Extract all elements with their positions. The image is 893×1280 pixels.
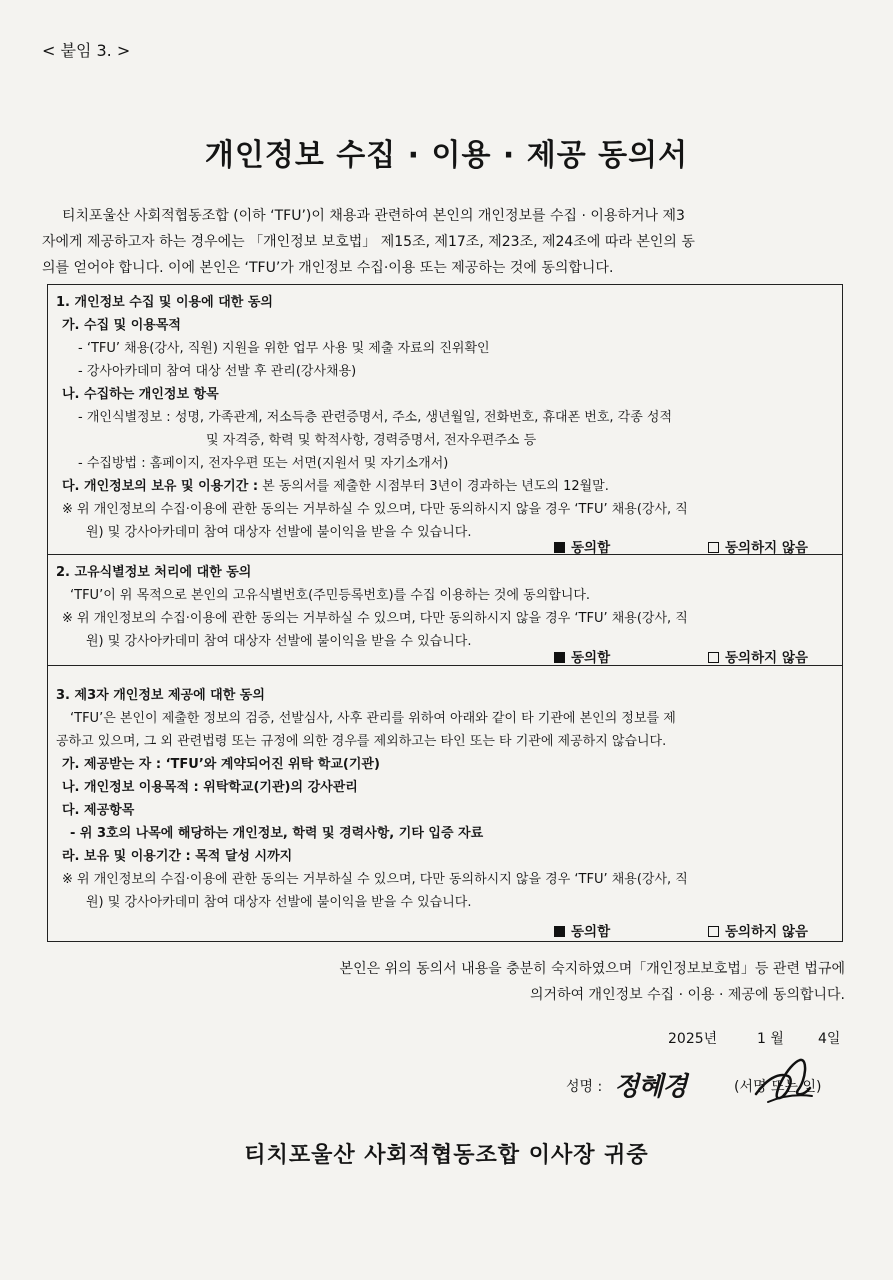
unchecked-box-icon [708, 542, 719, 553]
section2-note-cont: 원) 및 강사아카데미 참여 대상자 선발에 불이익을 받을 수 있습니다. [86, 634, 472, 649]
section1-a-item: - ‘TFU’ 채용(강사, 직원) 지원을 위한 업무 사용 및 제출 자료의 진위확인 [78, 341, 490, 356]
section3-c: 다. 제공항목 [62, 803, 135, 818]
agree-label: 동의함 [571, 924, 611, 940]
checked-box-icon [554, 652, 565, 663]
document-title: 개인정보 수집 · 이용 · 제공 동의서 [204, 138, 689, 173]
section3-b: 나. 개인정보 이용목적 : 위탁학교(기관)의 강사관리 [62, 780, 358, 795]
section3-disagree-checkbox[interactable] [708, 920, 808, 940]
unchecked-box-icon [708, 652, 719, 663]
section2-agree-checkbox[interactable] [554, 646, 610, 666]
closing-addressee: 티치포울산 사회적협동조합 이사장 귀중 [244, 1143, 649, 1168]
section1-box [47, 284, 843, 555]
disagree-label: 동의하지 않음 [725, 650, 808, 666]
section2-disagree-checkbox[interactable] [708, 646, 808, 666]
section1-c [62, 475, 609, 494]
intro-line: 의를 얻어야 합니다. 이에 본인은 ‘TFU’가 개인정보 수집·이용 또는 제공하는 것에 동의합니다. [42, 260, 614, 276]
section1-c-label: 다. 개인정보의 보유 및 이용기간 : [62, 479, 259, 494]
section1-b-item: - 개인식별정보 : 성명, 가족관계, 저소득층 관련증명서, 주소, 생년월일, 전화번호, 휴대폰 번호, 각종 성적 [78, 410, 673, 425]
section1-b-item: - 수집방법 : 홈페이지, 전자우편 또는 서면(지원서 및 자기소개서) [78, 456, 449, 471]
sign-label: 성명 : [566, 1079, 603, 1095]
section3-note: ※ 위 개인정보의 수집·이용에 관한 동의는 거부하실 수 있으며, 다만 동의하시지 않을 경우 ‘TFU’ 채용(강사, 직 [62, 872, 688, 887]
disagree-label: 동의하지 않음 [725, 540, 808, 556]
disagree-label: 동의하지 않음 [725, 924, 808, 940]
unchecked-box-icon [708, 926, 719, 937]
checked-box-icon [554, 926, 565, 937]
section2-box [47, 554, 843, 666]
signature-name: 정혜경 [614, 1072, 687, 1102]
section2-note: ※ 위 개인정보의 수집·이용에 관한 동의는 거부하실 수 있으며, 다만 동의하시지 않을 경우 ‘TFU’ 채용(강사, 직 [62, 611, 688, 626]
section3-agree-checkbox[interactable] [554, 920, 610, 940]
section1-b-heading: 나. 수집하는 개인정보 항목 [62, 387, 219, 402]
intro-paragraph [42, 203, 842, 281]
section1-agree-checkbox[interactable] [554, 536, 610, 556]
date-year: 2025년 [668, 1031, 718, 1047]
section1-c-text: 본 동의서를 제출한 시점부터 3년이 경과하는 년도의 12월말. [262, 479, 609, 494]
footer-statement: 본인은 위의 동의서 내용을 충분히 숙지하였으며「개인정보보호법」등 관련 법규에 [339, 961, 845, 977]
date-month: 1 월 [757, 1031, 784, 1047]
checked-box-icon [554, 542, 565, 553]
footer-statement-cont: 의거하여 개인정보 수집 · 이용 · 제공에 동의합니다. [530, 987, 845, 1003]
signature-scribble-icon [748, 1050, 818, 1110]
section3-a: 가. 제공받는 자 : ‘TFU’와 계약되어진 위탁 학교(기관) [62, 757, 380, 772]
section3-note-cont: 원) 및 강사아카데미 참여 대상자 선발에 불이익을 받을 수 있습니다. [86, 895, 472, 910]
section3-heading: 3. 제3자 개인정보 제공에 대한 동의 [56, 688, 265, 703]
section3-text-cont: 공하고 있으며, 그 외 관련법령 또는 규정에 의한 경우를 제외하고는 타인 또는 타 기관에 제공하지 않습니다. [56, 734, 667, 749]
section1-a-item: - 강사아카데미 참여 대상 선발 후 관리(강사채용) [78, 364, 357, 379]
section3-text: ‘TFU’은 본인이 제출한 정보의 검증, 선발심사, 사후 관리를 위하여 아래와 같이 타 기관에 본인의 정보를 제 [70, 711, 676, 726]
attachment-label: < 붙임 3. > [42, 41, 131, 60]
section1-a-heading: 가. 수집 및 이용목적 [62, 318, 181, 333]
section1-b-item-cont: 및 자격증, 학력 및 학적사항, 경력증명서, 전자우편주소 등 [206, 433, 537, 448]
intro-line: 자에게 제공하고자 하는 경우에는 「개인정보 보호법」 제15조, 제17조, 제23조, 제24조에 따라 본인의 동 [42, 234, 695, 250]
section1-heading: 1. 개인정보 수집 및 이용에 대한 동의 [56, 295, 273, 310]
intro-line: 티치포울산 사회적협동조합 (이하 ‘TFU’)이 채용과 관련하여 본인의 개인정보를 수집 · 이용하거나 제3 [62, 208, 685, 224]
date-day: 4일 [818, 1031, 841, 1047]
section1-disagree-checkbox[interactable] [708, 536, 808, 556]
section3-box [47, 665, 843, 942]
section1-note: ※ 위 개인정보의 수집·이용에 관한 동의는 거부하실 수 있으며, 다만 동의하시지 않을 경우 ‘TFU’ 채용(강사, 직 [62, 502, 688, 517]
sign-hint: (서명 또는 인) [734, 1079, 822, 1095]
agree-label: 동의함 [571, 650, 611, 666]
section3-d: 라. 보유 및 이용기간 : 목적 달성 시까지 [62, 849, 293, 864]
section2-heading: 2. 고유식별정보 처리에 대한 동의 [56, 565, 252, 580]
section1-note-cont: 원) 및 강사아카데미 참여 대상자 선발에 불이익을 받을 수 있습니다. [86, 525, 472, 540]
section2-text: ‘TFU’이 위 목적으로 본인의 고유식별번호(주민등록번호)를 수집 이용하는 것에 동의합니다. [70, 588, 591, 603]
agree-label: 동의함 [571, 540, 611, 556]
section3-c-item: - 위 3호의 나목에 해당하는 개인정보, 학력 및 경력사항, 기타 입증 자료 [70, 826, 484, 841]
